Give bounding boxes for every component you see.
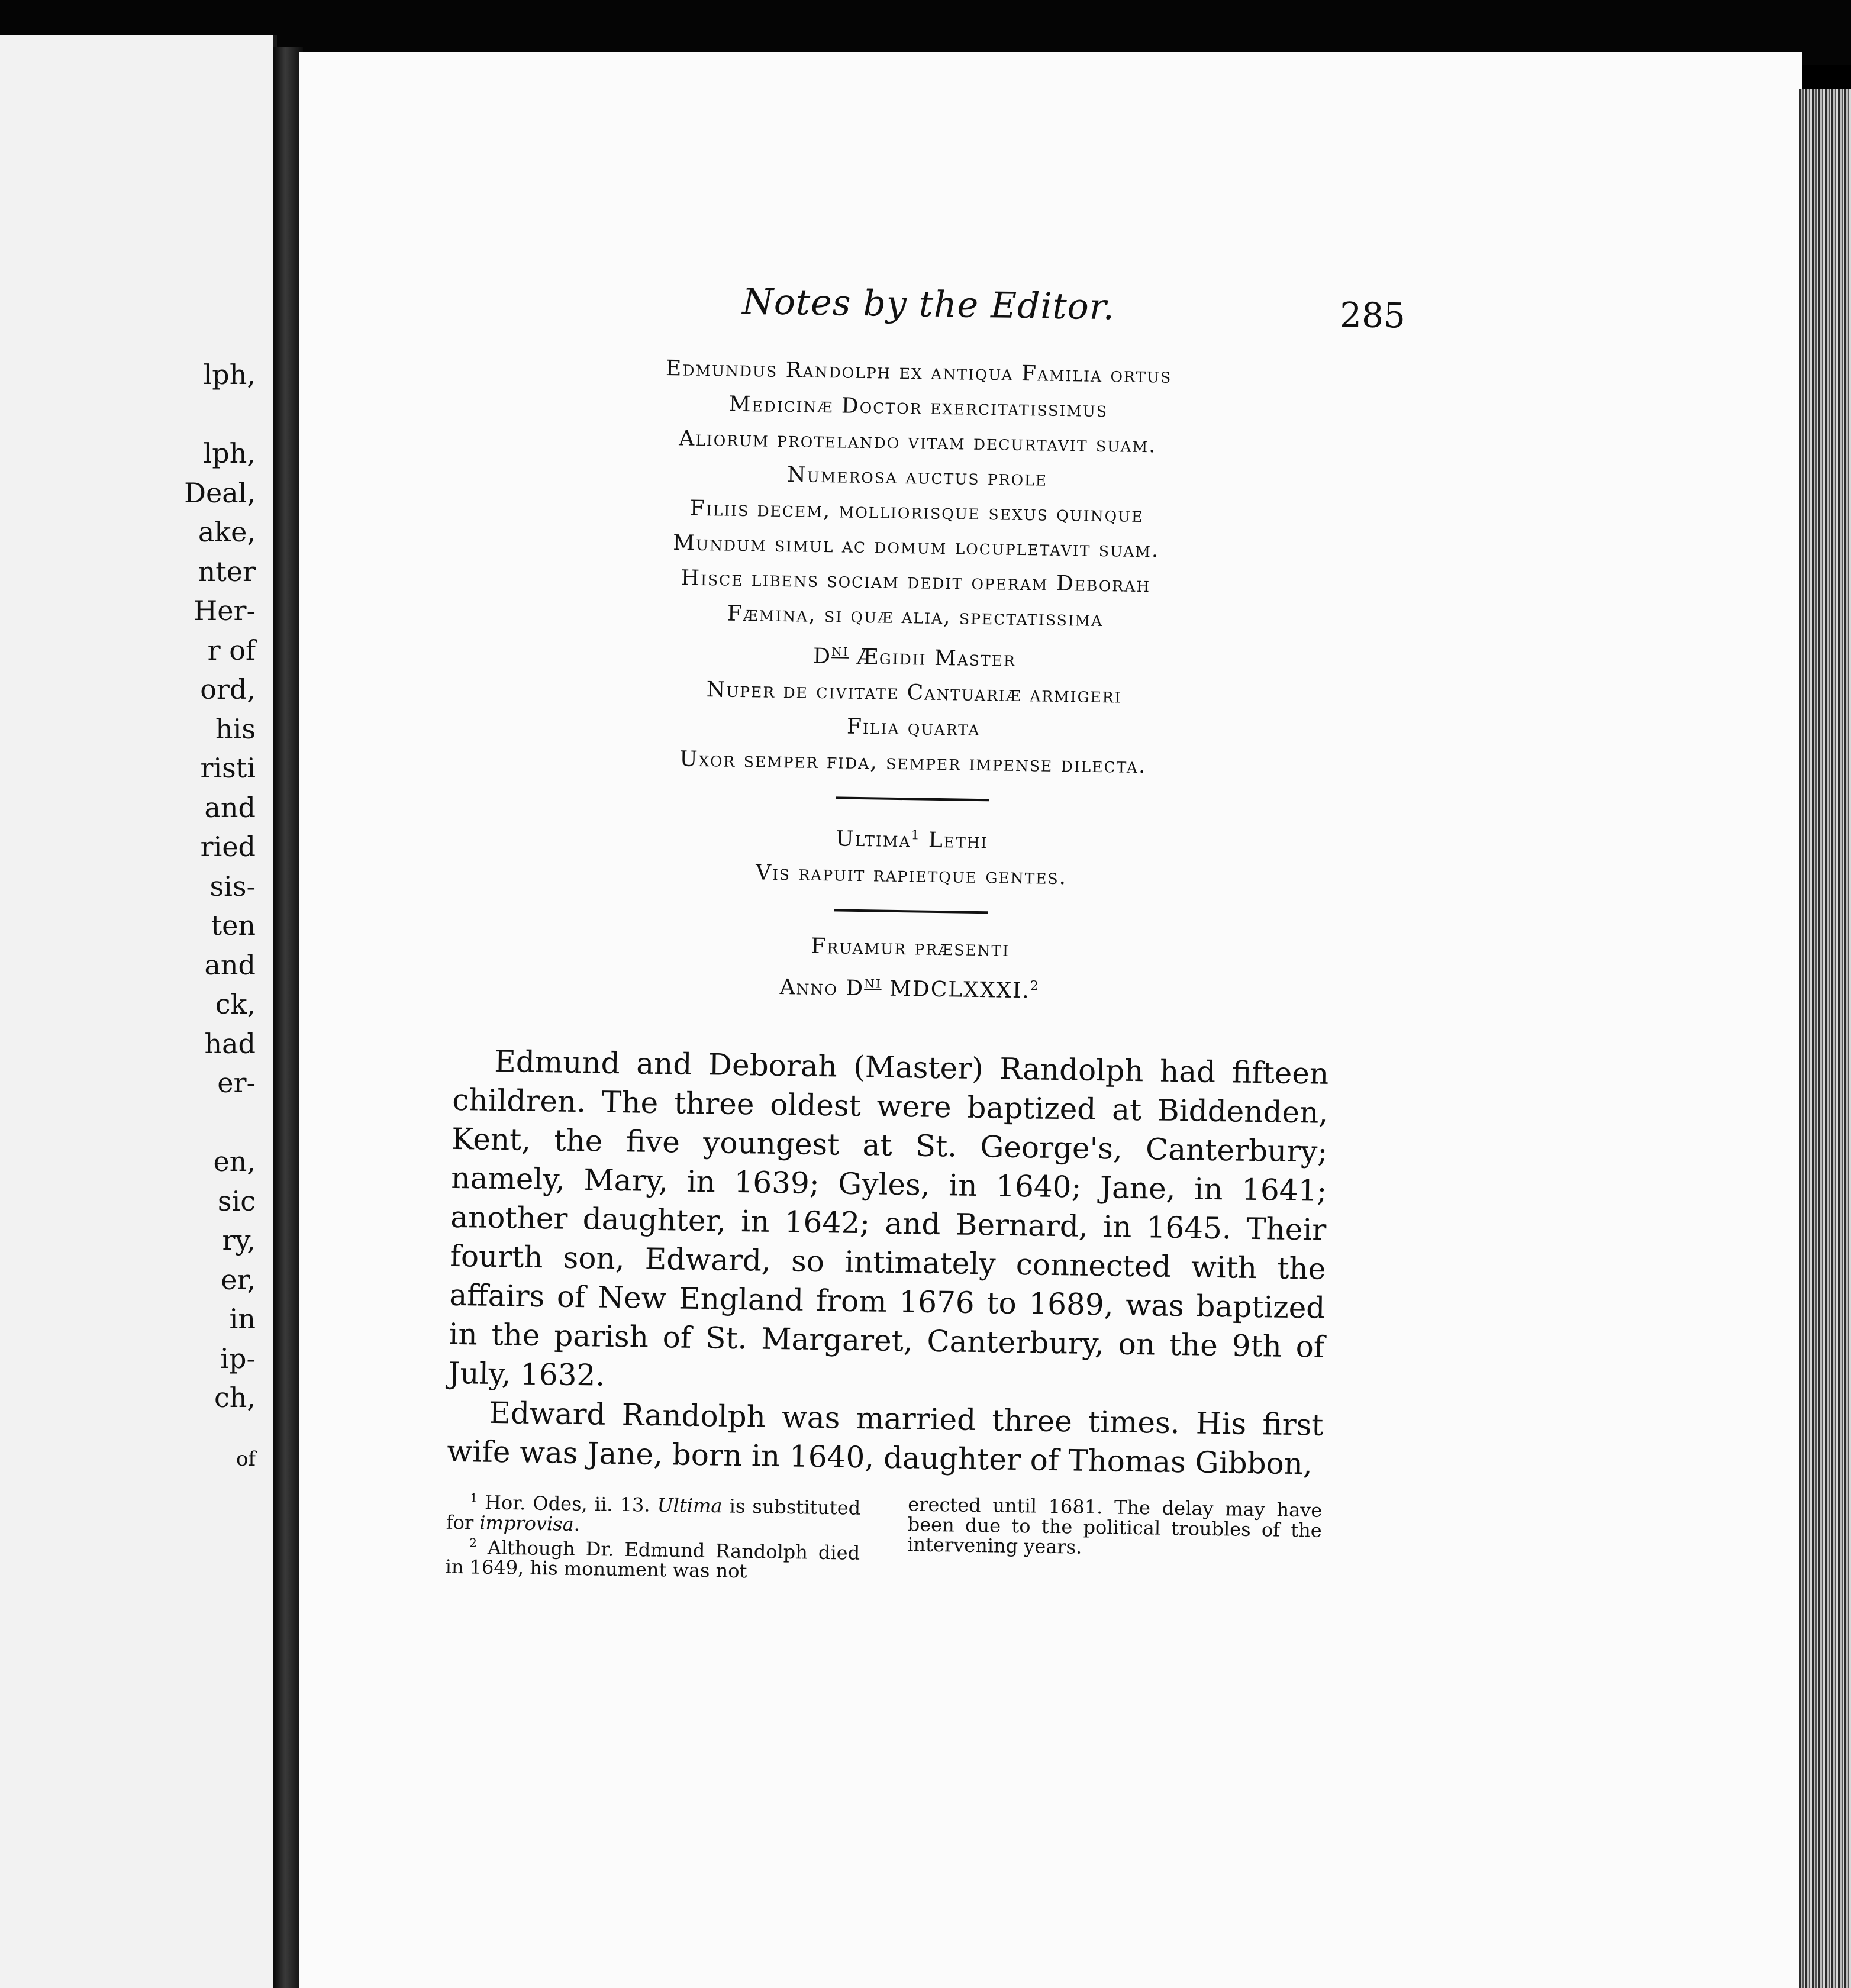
left-page-fragment	[184, 395, 256, 434]
inscription-line: Fæmina, si quæ alia, spectatissima	[727, 601, 1104, 632]
left-page-fragment: risti	[200, 752, 256, 784]
left-page-fragment: ord,	[200, 673, 256, 705]
footnote-2-continued: erected until 1681. The delay may have been due to the political troubles of the intervening years.	[907, 1493, 1323, 1558]
left-page-fragment: nter	[198, 555, 256, 588]
inscription-lines-after	[599, 670, 1228, 785]
inscription-lines	[601, 350, 1233, 639]
left-page-fragment: and	[204, 791, 256, 824]
right-page	[299, 52, 1802, 1988]
left-page-fragment: ip-	[220, 1342, 256, 1374]
left-page-fragment: his	[215, 712, 256, 745]
left-page-fragment: ry,	[222, 1224, 256, 1256]
inscription-line: Medicinæ Doctor exercitatissimus	[728, 392, 1108, 422]
left-page-fragment: ten	[211, 909, 256, 941]
latin-inscription	[596, 350, 1233, 1012]
footnote-2: $^2$ Although Dr. Edmund Randolph died in 1649, his monument was not	[445, 1535, 860, 1583]
closing-line-1: Fruamur præsenti	[811, 934, 1010, 961]
page-number: 285	[1339, 294, 1406, 336]
left-page-fragment: Her-	[194, 595, 256, 627]
body-text	[447, 1041, 1329, 1484]
divider-rule	[836, 796, 989, 801]
verse-line-2: Vis rapuit rapietque gentes.	[755, 860, 1068, 890]
left-facing-page	[0, 36, 277, 1988]
closing-line-anno: Anno $D^{ni}$ MDCLXXXI.$^2$	[779, 972, 1040, 1003]
inscription-line: Uxor semper fida, semper impense dilecta.	[679, 747, 1147, 779]
page-block-edge	[1799, 89, 1851, 1988]
running-title: Notes by the Editor.	[741, 280, 1115, 328]
left-page-footnote-fragment: of	[236, 1447, 256, 1471]
left-page-fragment: ried	[200, 831, 256, 863]
divider-rule	[834, 909, 988, 914]
paragraph: Edmund and Deborah (Master) Randolph had fifteen children. The three oldest were baptized at Biddenden, Kent, the five youngest at St. George's, Canterbury; namely, Mary, in 1639; Gyles, in 1640; Jane, in 1641; another daughter, in 1642; and Bernard, in 1645. Their fourth son, Edward, so intimately connected with the affairs of New England from 1676 to 1689, was baptized in the parish of St. Margaret, Canterbury, on the 9th of July, 1632.	[448, 1044, 1329, 1393]
left-page-fragment: er-	[217, 1067, 256, 1099]
left-page-fragment	[184, 1103, 256, 1143]
footnote-column-right	[907, 1494, 1322, 1590]
inscription-line: Mundum simul ac domum locupletavit suam.	[672, 531, 1160, 563]
paragraph: Edward Randolph was married three times. His first wife was Jane, born in 1640, daughter of Thomas Gibbon,	[447, 1395, 1324, 1482]
footnotes	[445, 1487, 1322, 1590]
verse-line-1: Ultima$^1$ Lethi	[836, 827, 988, 854]
inscription-line-dni: $D^{ni}$ Ægidii Master	[812, 640, 1017, 672]
inscription-line: Hisce libens sociam dedit operam Deborah	[681, 566, 1151, 598]
inscription-line: Filia quarta	[846, 714, 981, 741]
left-page-fragment: in	[229, 1303, 256, 1335]
footnote-1: $^1$ Hor. Odes, ii. 13. Ultima is substituted for improvisa.	[446, 1490, 861, 1535]
page-content	[445, 277, 1636, 1594]
left-page-fragment: sic	[217, 1185, 256, 1217]
left-page-fragment: ck,	[215, 988, 256, 1020]
inscription-line: Numerosa auctus prole	[786, 463, 1048, 491]
footnote-column-left	[445, 1487, 860, 1583]
left-page-fragment: sis-	[209, 870, 256, 902]
left-page-fragment: ch,	[214, 1382, 256, 1413]
left-page-fragment: had	[204, 1027, 256, 1060]
left-page-fragment: lph,	[203, 437, 256, 469]
left-page-text-fragments	[184, 355, 256, 1477]
inscription-line: Filiis decem, molliorisque sexus quinque	[689, 496, 1144, 528]
left-page-fragment: and	[204, 948, 256, 981]
left-page-fragment: ake,	[198, 516, 256, 548]
left-page-fragment: en,	[213, 1145, 256, 1177]
inscription-line: Edmundus Randolph ex antiqua Familia ortus	[665, 356, 1172, 388]
left-page-fragment: er,	[221, 1263, 256, 1296]
left-page-fragment: Deal,	[184, 476, 256, 509]
inscription-line: Aliorum protelando vitam decurtavit suam.	[678, 426, 1157, 458]
left-page-fragment: r of	[207, 634, 256, 666]
inscription-line: Nuper de civitate Cantuariæ armigeri	[706, 677, 1122, 708]
left-page-fragment: lph,	[203, 359, 256, 390]
